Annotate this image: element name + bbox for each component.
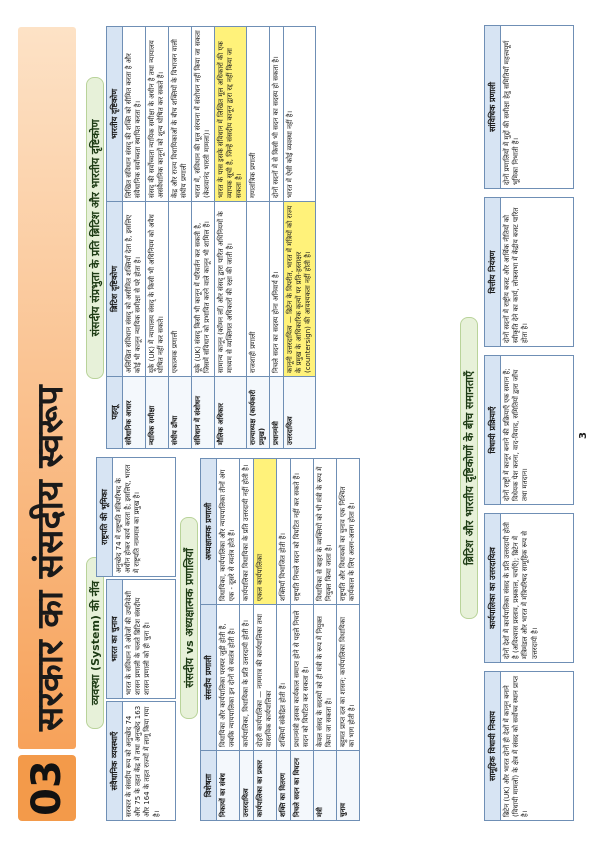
financial-control-box bbox=[484, 197, 574, 347]
table-row bbox=[270, 27, 284, 449]
cell: विधायिका से बाहर के व्यक्तियों को भी मंत्री के रूप में नियुक्त किया जाता है। bbox=[314, 459, 337, 605]
cell: राजशाही प्रणाली bbox=[247, 202, 270, 377]
table-row bbox=[247, 27, 270, 449]
cell: गणतांत्रिक प्रणाली bbox=[247, 27, 270, 202]
chapter-header bbox=[18, 27, 76, 821]
row-label: प्रधानमंत्री bbox=[270, 377, 284, 449]
table-row bbox=[217, 459, 240, 821]
constitutional-provisions-box bbox=[106, 701, 176, 821]
sovereignty-table bbox=[106, 26, 316, 449]
executive-accountability-box bbox=[484, 513, 574, 663]
similarities-title: ब्रिटिश और भारतीय दृष्टिकोणों के बीच समानताएँ bbox=[460, 317, 478, 619]
box-head: भारत का चुनाव bbox=[107, 580, 123, 698]
header-parliamentary: संसदीय प्रणाली bbox=[201, 605, 217, 751]
cell: विधायिका, कार्यपालिका और न्यायपालिका तीनों अंग एक - दूसरे से स्वतंत्र होते हैं। bbox=[217, 459, 240, 605]
cell: एकात्मक प्रणाली bbox=[169, 202, 192, 377]
box-head: विधायी प्रक्रियाएँ bbox=[485, 356, 501, 504]
table-row bbox=[337, 459, 360, 821]
box-head: राष्ट्रपति की भूमिका bbox=[97, 458, 113, 576]
table-row bbox=[240, 459, 254, 821]
box-body: सरकार के संसदीय रूप को अनुच्छेद 74 और 75 के तहत केंद्र में तथा अनुच्छेद 163 और 164 के तहत राज्यों में लागू किया गया है। bbox=[125, 705, 161, 817]
box-body: दोनों सदनों में राष्ट्रीय बजट और आर्थिक नीतियों को स्वीकृति देने का कार्य, लोकसभा में केंद्रीय बजट पारित होता है। bbox=[503, 207, 530, 343]
chapter-number: 03 bbox=[18, 755, 76, 821]
table-row bbox=[291, 459, 314, 821]
box-head: कार्यपालिका का उत्तरदायित्व bbox=[485, 514, 501, 662]
box-head: वित्तीय नियंत्रण bbox=[485, 198, 501, 346]
cell: प्रधानमंत्री इसका कार्यकाल समाप्त होने से पहले निचले सदन को विघटित कर सकता है। bbox=[291, 605, 314, 751]
sovereignty-header-row bbox=[107, 27, 123, 449]
cell: सामान्य कानून (कॉमन लॉ) और संसद् द्वारा पारित अधिनियमों के माध्यम से व्यक्तिगत अधिकारों की रक्षा की जाती है। bbox=[215, 202, 247, 377]
page-number: 3 bbox=[578, 432, 589, 439]
box-head: संवैधानिक व्यवस्थाएँ bbox=[107, 702, 123, 820]
cell: भारत में, संविधान की मूल संरचना में संशोधन नहीं किया जा सकता (केशवानंद भारती मामला)। bbox=[192, 27, 215, 202]
collective-legislature-box bbox=[484, 671, 574, 821]
row-label: मंत्री bbox=[314, 751, 337, 821]
row-label: राज्याध्यक्ष (कार्यकारी प्रमुख) bbox=[247, 377, 270, 449]
cell: दोहरी कार्यपालिका — नाममात्र की कार्यपालिका तथा वास्तविक कार्यपालिका bbox=[254, 605, 277, 751]
cell: राष्ट्रपति निचले सदन को विघटित नहीं कर सकते हैं। bbox=[291, 459, 314, 605]
cell: विधायिका और कार्यपालिका परस्पर जुड़ी होती हैं, जबकि न्यायपालिका इन दोनों से स्वतंत्र होती है। bbox=[217, 605, 240, 751]
header-presidential: अध्यक्षात्मक प्रणाली bbox=[201, 459, 217, 605]
row-label: उत्तरदायित्व bbox=[284, 377, 316, 449]
cell: संसद् की सर्वोच्चता न्यायिक समीक्षा के अधीन है तथा न्यायालय असंवैधानिक कानूनों को शून्य घोषित कर सकते हैं। bbox=[146, 27, 169, 202]
row-label: कार्यपालिका का प्रकार bbox=[254, 751, 277, 821]
table-row bbox=[215, 27, 247, 449]
cell: केंद्र और राज्य विधायिकाओं के बीच शक्तियों के विभाजन वाली संघीय प्रणाली bbox=[169, 27, 192, 202]
table-row bbox=[284, 27, 316, 449]
row-label: संवैधानिक आधार bbox=[123, 377, 146, 449]
cell: कानूनी उत्तरदायित्व — ब्रिटेन के विपरीत, भारत में मंत्रियों को राज्य के प्रमुख के आधिकारिक कृत्यों पर प्रति-हस्ताक्षर (countersign) की आवश्यकता नहीं होती है। bbox=[284, 202, 316, 377]
table-row bbox=[169, 27, 192, 449]
table-row bbox=[254, 459, 277, 821]
cell: कार्यपालिका विधायिका के प्रति उत्तरदायी नहीं होती है। bbox=[240, 459, 254, 605]
box-body: अनुच्छेद 74 में राष्ट्रपति मंत्रिपरिषद के अधीन होकर कार्य करता है; इसलिए, भारत में राष्ट्रपति नाममात्र का प्रमुख है। bbox=[115, 464, 142, 573]
comparison-header-row bbox=[201, 459, 217, 821]
system-foundation-title: व्यवस्था (System) की नींव bbox=[86, 557, 104, 729]
cell: दोनों सदनों में से किसी भी सदन का सदस्य हो सकता है। bbox=[270, 27, 284, 202]
table-row bbox=[146, 27, 169, 449]
sovereignty-title: संसदीय संप्रभुता के प्रति ब्रिटिश और भारतीय दृष्टिकोण bbox=[86, 77, 104, 379]
cell: कार्यपालिका, विधायिका के प्रति उत्तरदायी होती है। bbox=[240, 605, 254, 751]
box-body: ब्रिटेन (UK) और भारत दोनों ही देशों में कानून बनाने (विधायी मामलों) के क्षेत्र में संसद को सर्वोच्च स्थान प्राप्त है। bbox=[503, 676, 530, 817]
row-label: संविधान में संशोधन bbox=[192, 377, 215, 449]
row-label: उत्तरदायित्व bbox=[240, 751, 254, 821]
india-choice-box bbox=[106, 579, 176, 699]
cell: केवल संसद के सदस्यों को ही मंत्री के रूप में नियुक्त किया जा सकता है। bbox=[314, 605, 337, 751]
cell: भारत में ऐसी कोई व्यवस्था नहीं है। bbox=[284, 27, 316, 202]
cell: शक्तियाँ विभाजित होती हैं। bbox=[277, 459, 291, 605]
box-head: सामूहिक विधायी निकाय bbox=[485, 672, 501, 820]
box-body: दोनों प्रणालियों में मुद्दों की समीक्षा हेतु समितियाँ महत्त्वपूर्ण भूमिका निभाती हैं। bbox=[503, 40, 521, 185]
cell: शक्तियाँ संकेंद्रित होती हैं। bbox=[277, 605, 291, 751]
header-aspect: पहलू bbox=[107, 377, 123, 449]
comparison-title: संसदीय vs अध्यक्षात्मक प्रणालियाँ bbox=[180, 517, 198, 719]
row-label: निकायों का संबंध bbox=[217, 751, 240, 821]
cell: भारत के पास इसके संविधान में लिखित मूल अधिकारों की एक व्यापक सूची है, जिन्हें संसदीय कानून द्वारा रद्द नहीं किया जा सकता है। bbox=[215, 27, 247, 202]
box-body: भारत के संविधान ने अंग्रेजों की उपनिवेशी शासन प्रणाली के चलते ब्रिटिश संसदीय शासन प्रणाली को ही चुना है। bbox=[125, 590, 152, 695]
cell: एकल कार्यपालिका bbox=[254, 459, 277, 605]
row-label: शक्ति का वितरण bbox=[277, 751, 291, 821]
comparison-table bbox=[200, 458, 360, 821]
cell: यूके (UK) संसद् किसी भी कानून में परिवर्तन कर सकती है, जिसमें संविधान को प्रभावित करने वाले कानून भी शामिल हैं। bbox=[192, 202, 215, 377]
table-row bbox=[314, 459, 337, 821]
row-label: संघीय ढाँचा bbox=[169, 377, 192, 449]
table-row bbox=[123, 27, 146, 449]
table-row bbox=[192, 27, 215, 449]
chapter-title: सरकार का संसदीय स्वरूप bbox=[30, 385, 71, 731]
row-label: निचले सदन का विघटन bbox=[291, 751, 314, 821]
box-head: सांविधिक प्रणाली bbox=[485, 26, 501, 188]
row-label: मौलिक अधिकार bbox=[215, 377, 247, 449]
header-indian: भारतीय दृष्टिकोण bbox=[107, 27, 123, 202]
table-row bbox=[277, 459, 291, 821]
cell: राष्ट्रपति और विधायकों का चुनाव एक निश्चित कार्यकाल के लिए अलग-अलग होता है। bbox=[337, 459, 360, 605]
header-british: ब्रिटिश दृष्टिकोण bbox=[107, 202, 123, 377]
cell: यूके (UK) में न्यायालय संसद् के किसी भी अधिनियम को अवैध घोषित नहीं कर सकते। bbox=[146, 202, 169, 377]
box-body: दोनों देशों में कार्यपालिका संसद के प्रति उत्तरदायी होती है (अविश्वास प्रस्ताव, प्रश्नकाल, चर्चाएँ); ब्रिटेन में मंत्रिमंडल और भारत में मंत्रिपरिषद सामूहिक रूप से उत्तरदायी है। bbox=[503, 522, 539, 659]
row-label: चुनाव bbox=[337, 751, 360, 821]
cell: बहुमत प्राप्त दल का शासन; कार्यपालिका विधायिका का भाग होती है। bbox=[337, 605, 360, 751]
row-label: न्यायिक समीक्षा bbox=[146, 377, 169, 449]
box-body: दोनों राष्ट्रों में कानून बनाने की प्रक्रियाएँ एक समान हैं; विधेयक पेश करना, वाद-विवाद, समितियों द्वारा जाँच तथा मतदान। bbox=[503, 368, 530, 501]
cell: लिखित संविधान संसद् की शक्ति को सीमित करता है और संवैधानिक सर्वोच्चता स्थापित करता है। bbox=[123, 27, 146, 202]
legislative-procedures-box bbox=[484, 355, 574, 505]
header-feature: विशेषता bbox=[201, 751, 217, 821]
committee-system-box bbox=[484, 25, 574, 189]
cell: अलिखित संविधान संसद् को असीमित शक्तियाँ देता है, इसलिए कोई भी कानून न्यायिक समीक्षा से परे होता है। bbox=[123, 202, 146, 377]
cell: निचले सदन का सदस्य होना अनिवार्य है। bbox=[270, 202, 284, 377]
president-role-box bbox=[96, 457, 176, 577]
